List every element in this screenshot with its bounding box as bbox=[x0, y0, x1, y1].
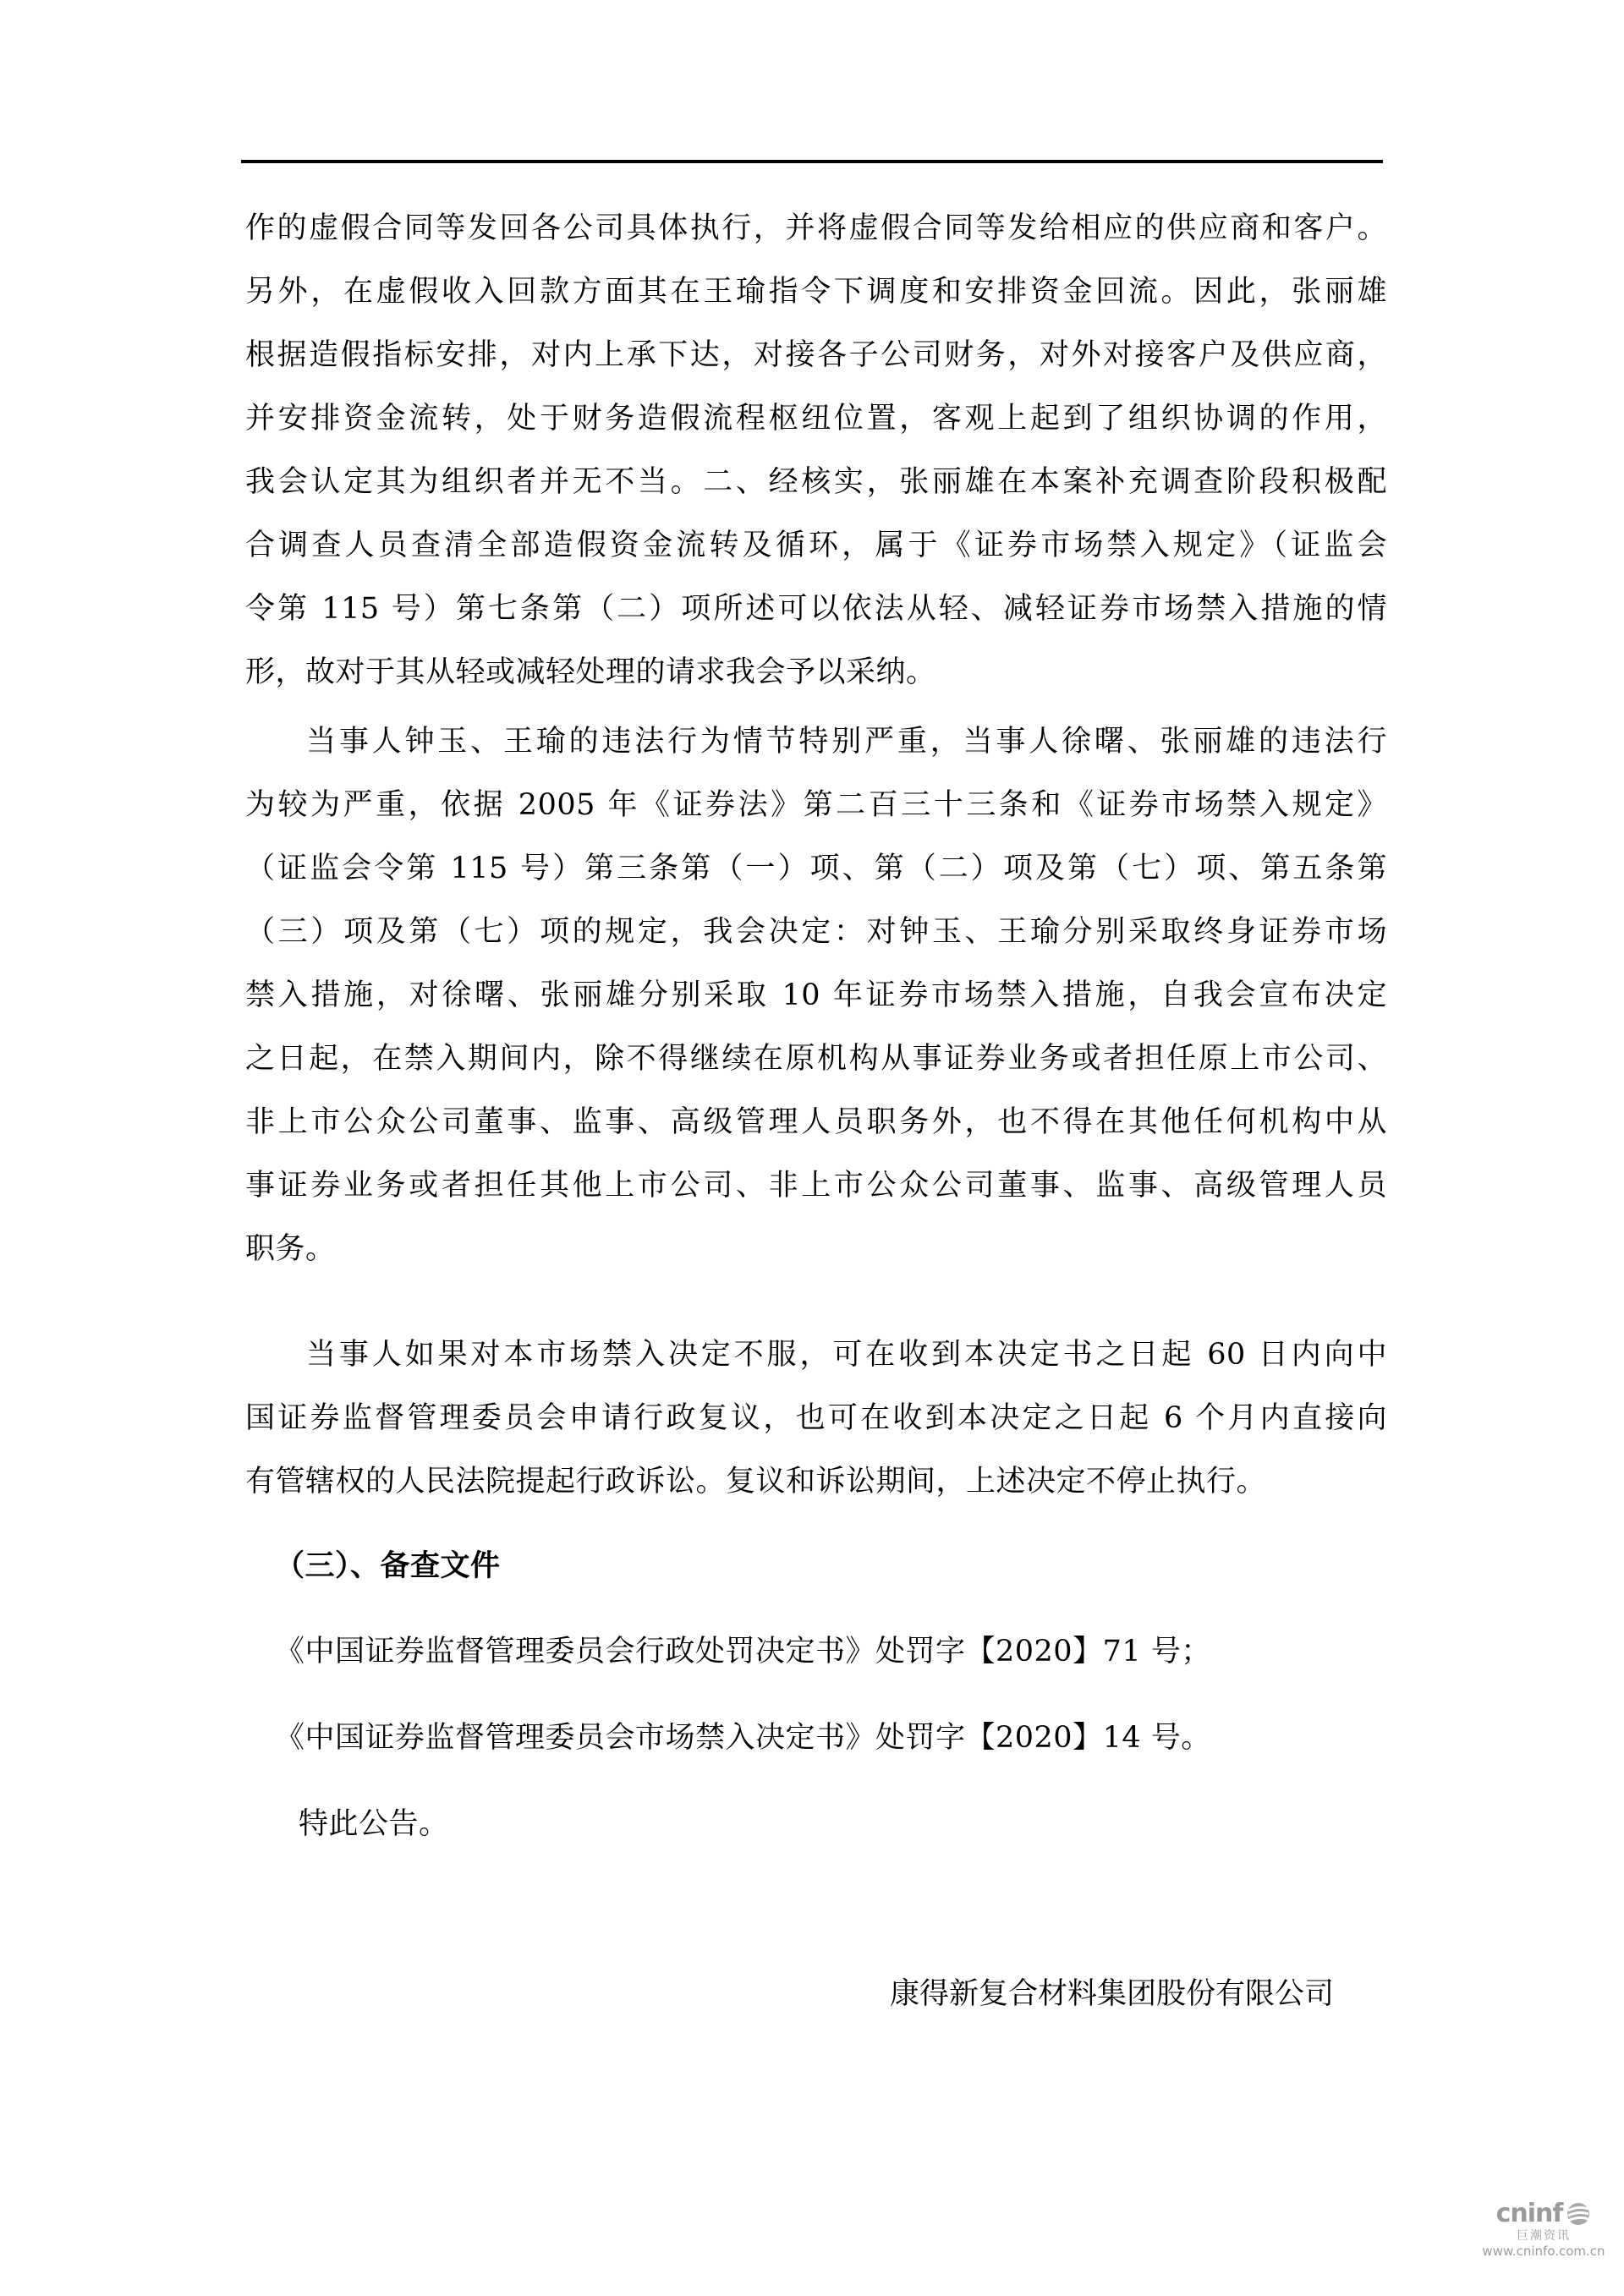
text-line: 根据造假指标安排，对内上承下达，对接各子公司财务，对外对接客户及供应商， bbox=[245, 338, 1387, 372]
reference-file-item: 《中国证券监督管理委员会市场禁入决定书》处罚字【2020】14 号。 bbox=[275, 1721, 1211, 1755]
company-signature: 康得新复合材料集团股份有限公司 bbox=[890, 1977, 1335, 2011]
cninfo-logo bbox=[1468, 2199, 1620, 2228]
watermark-brand-cn: 巨潮资讯 bbox=[1517, 2229, 1571, 2243]
text-line: 作的虚假合同等发回各公司具体执行，并将虚假合同等发给相应的供应商和客户。 bbox=[245, 211, 1387, 245]
text-line: 我会认定其为组织者并无不当。二、经核实，张丽雄在本案补充调查阶段积极配 bbox=[245, 465, 1387, 499]
text-line: 禁入措施，对徐曙、张丽雄分别采取 10 年证券市场禁入措施，自我会宣布决定 bbox=[245, 978, 1387, 1012]
text-line: 之日起，在禁入期间内，除不得继续在原机构从事证券业务或者担任原上市公司、 bbox=[245, 1042, 1387, 1076]
text-line: 合调查人员查清全部造假资金流转及循环，属于《证券市场禁入规定》（证监会 bbox=[245, 529, 1387, 562]
text-line: 非上市公众公司董事、监事、高级管理人员职务外，也不得在其他任何机构中从 bbox=[245, 1105, 1387, 1139]
closing-text: 特此公告。 bbox=[299, 1807, 449, 1841]
text-line: 当事人钟玉、王瑜的违法行为情节特别严重，当事人徐曙、张丽雄的违法行 bbox=[306, 725, 1387, 759]
text-line: （证监会令第 115 号）第三条第（一）项、第（二）项及第（七）项、第五条第 bbox=[245, 852, 1387, 885]
text-line: 有管辖权的人民法院提起行政诉讼。复议和诉讼期间，上述决定不停止执行。 bbox=[245, 1465, 1267, 1499]
text-line: 另外，在虚假收入回款方面其在王瑜指令下调度和安排资金回流。因此，张丽雄 bbox=[245, 275, 1387, 309]
cninfo-wave-icon bbox=[1566, 2200, 1591, 2228]
reference-file-item: 《中国证券监督管理委员会行政处罚决定书》处罚字【2020】71 号； bbox=[275, 1635, 1211, 1669]
header-rule bbox=[241, 160, 1383, 163]
text-line: 令第 115 号）第七条第（二）项所述可以依法从轻、减轻证券市场禁入措施的情 bbox=[245, 592, 1387, 626]
watermark-brand: cninf bbox=[1495, 2199, 1563, 2228]
section-heading: （三）、备查文件 bbox=[275, 1549, 501, 1583]
text-line: 形，故对于其从轻或减轻处理的请求我会予以采纳。 bbox=[245, 655, 936, 689]
cninfo-watermark bbox=[1468, 2199, 1620, 2259]
text-line: 为较为严重，依据 2005 年《证券法》第二百三十三条和《证券市场禁入规定》 bbox=[245, 788, 1387, 822]
text-line: （三）项及第（七）项的规定，我会决定：对钟玉、王瑜分别采取终身证券市场 bbox=[245, 915, 1387, 949]
text-line: 当事人如果对本市场禁入决定不服，可在收到本决定书之日起 60 日内向中 bbox=[306, 1338, 1387, 1372]
text-line: 并安排资金流转，处于财务造假流程枢纽位置，客观上起到了组织协调的作用， bbox=[245, 402, 1387, 436]
text-line: 职务。 bbox=[245, 1232, 336, 1266]
text-line: 国证券监督管理委员会申请行政复议，也可在收到本决定之日起 6 个月内直接向 bbox=[245, 1401, 1387, 1435]
watermark-url: www.cninfo.com.cn bbox=[1482, 2244, 1605, 2259]
text-line: 事证券业务或者担任其他上市公司、非上市公众公司董事、监事、高级管理人员 bbox=[245, 1169, 1387, 1203]
